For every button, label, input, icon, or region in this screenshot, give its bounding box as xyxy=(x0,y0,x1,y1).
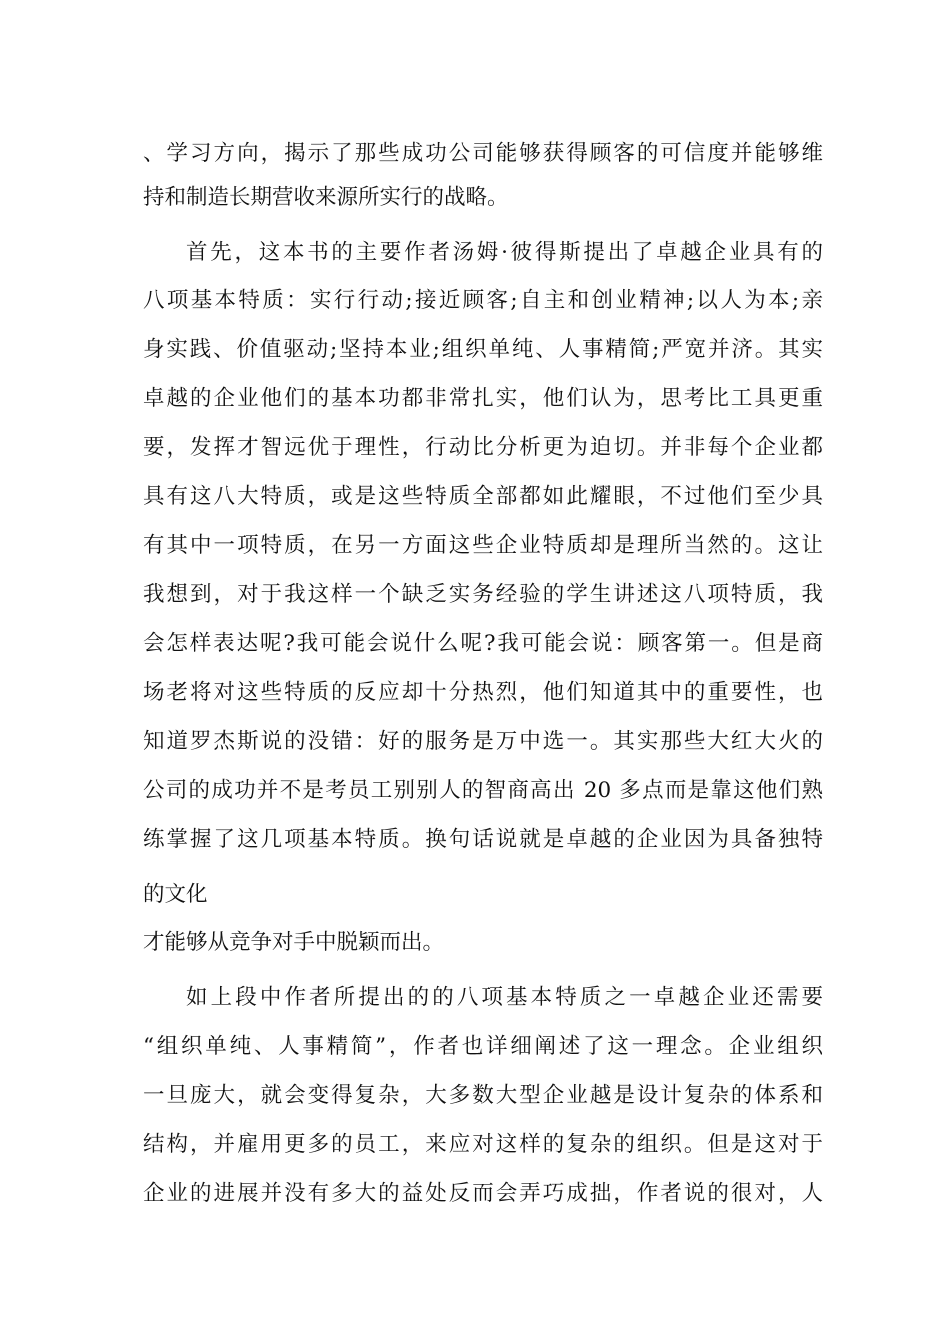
text-line: 企业的进展并没有多大的益处反而会弄巧成拙，作者说的很对，人 xyxy=(143,1181,823,1206)
text-line: 卓越的企业他们的基本功都非常扎实，他们认为，思考比工具更重 xyxy=(143,386,823,411)
text-line: 、学习方向，揭示了那些成功公司能够获得顾客的可信度并能够维 xyxy=(143,141,823,166)
text-line: 八项基本特质：实行行动;接近顾客;自主和创业精神;以人为本;亲 xyxy=(143,288,823,313)
text-line: 练掌握了这几项基本特质。换句话说就是卓越的企业因为具备独特 xyxy=(143,827,823,852)
text-line: 公司的成功并不是考员工别别人的智商高出 20 多点而是靠这他们熟 xyxy=(143,778,823,803)
text-line: 知道罗杰斯说的没错：好的服务是万中选一。其实那些大红大火的 xyxy=(143,729,823,754)
text-line: 一旦庞大，就会变得复杂，大多数大型企业越是设计复杂的体系和 xyxy=(143,1083,823,1108)
text-line: 我想到，对于我这样一个缺乏实务经验的学生讲述这八项特质，我 xyxy=(143,582,823,607)
text-line: 结构，并雇用更多的员工，来应对这样的复杂的组织。但是这对于 xyxy=(143,1132,823,1157)
text-line: 会怎样表达呢?我可能会说什么呢?我可能会说：顾客第一。但是商 xyxy=(143,631,823,656)
text-line: 的文化 xyxy=(143,882,208,907)
text-line: 要，发挥才智远优于理性，行动比分析更为迫切。并非每个企业都 xyxy=(143,435,823,460)
text-line: 身实践、价值驱动;坚持本业;组织单纯、人事精简;严宽并济。其实 xyxy=(143,337,823,362)
text-line: 首先，这本书的主要作者汤姆·彼得斯提出了卓越企业具有的 xyxy=(186,240,823,265)
text-line: 持和制造长期营收来源所实行的战略。 xyxy=(143,185,509,210)
text-line: 如上段中作者所提出的的八项基本特质之一卓越企业还需要 xyxy=(186,985,823,1010)
text-line: “组织单纯、人事精简”，作者也详细阐述了这一理念。企业组织 xyxy=(143,1034,823,1059)
text-line: 有其中一项特质，在另一方面这些企业特质却是理所当然的。这让 xyxy=(143,533,823,558)
text-line: 才能够从竞争对手中脱颖而出。 xyxy=(143,930,445,955)
text-line: 具有这八大特质，或是这些特质全部都如此耀眼，不过他们至少具 xyxy=(143,484,823,509)
text-line: 场老将对这些特质的反应却十分热烈，他们知道其中的重要性，也 xyxy=(143,680,823,705)
